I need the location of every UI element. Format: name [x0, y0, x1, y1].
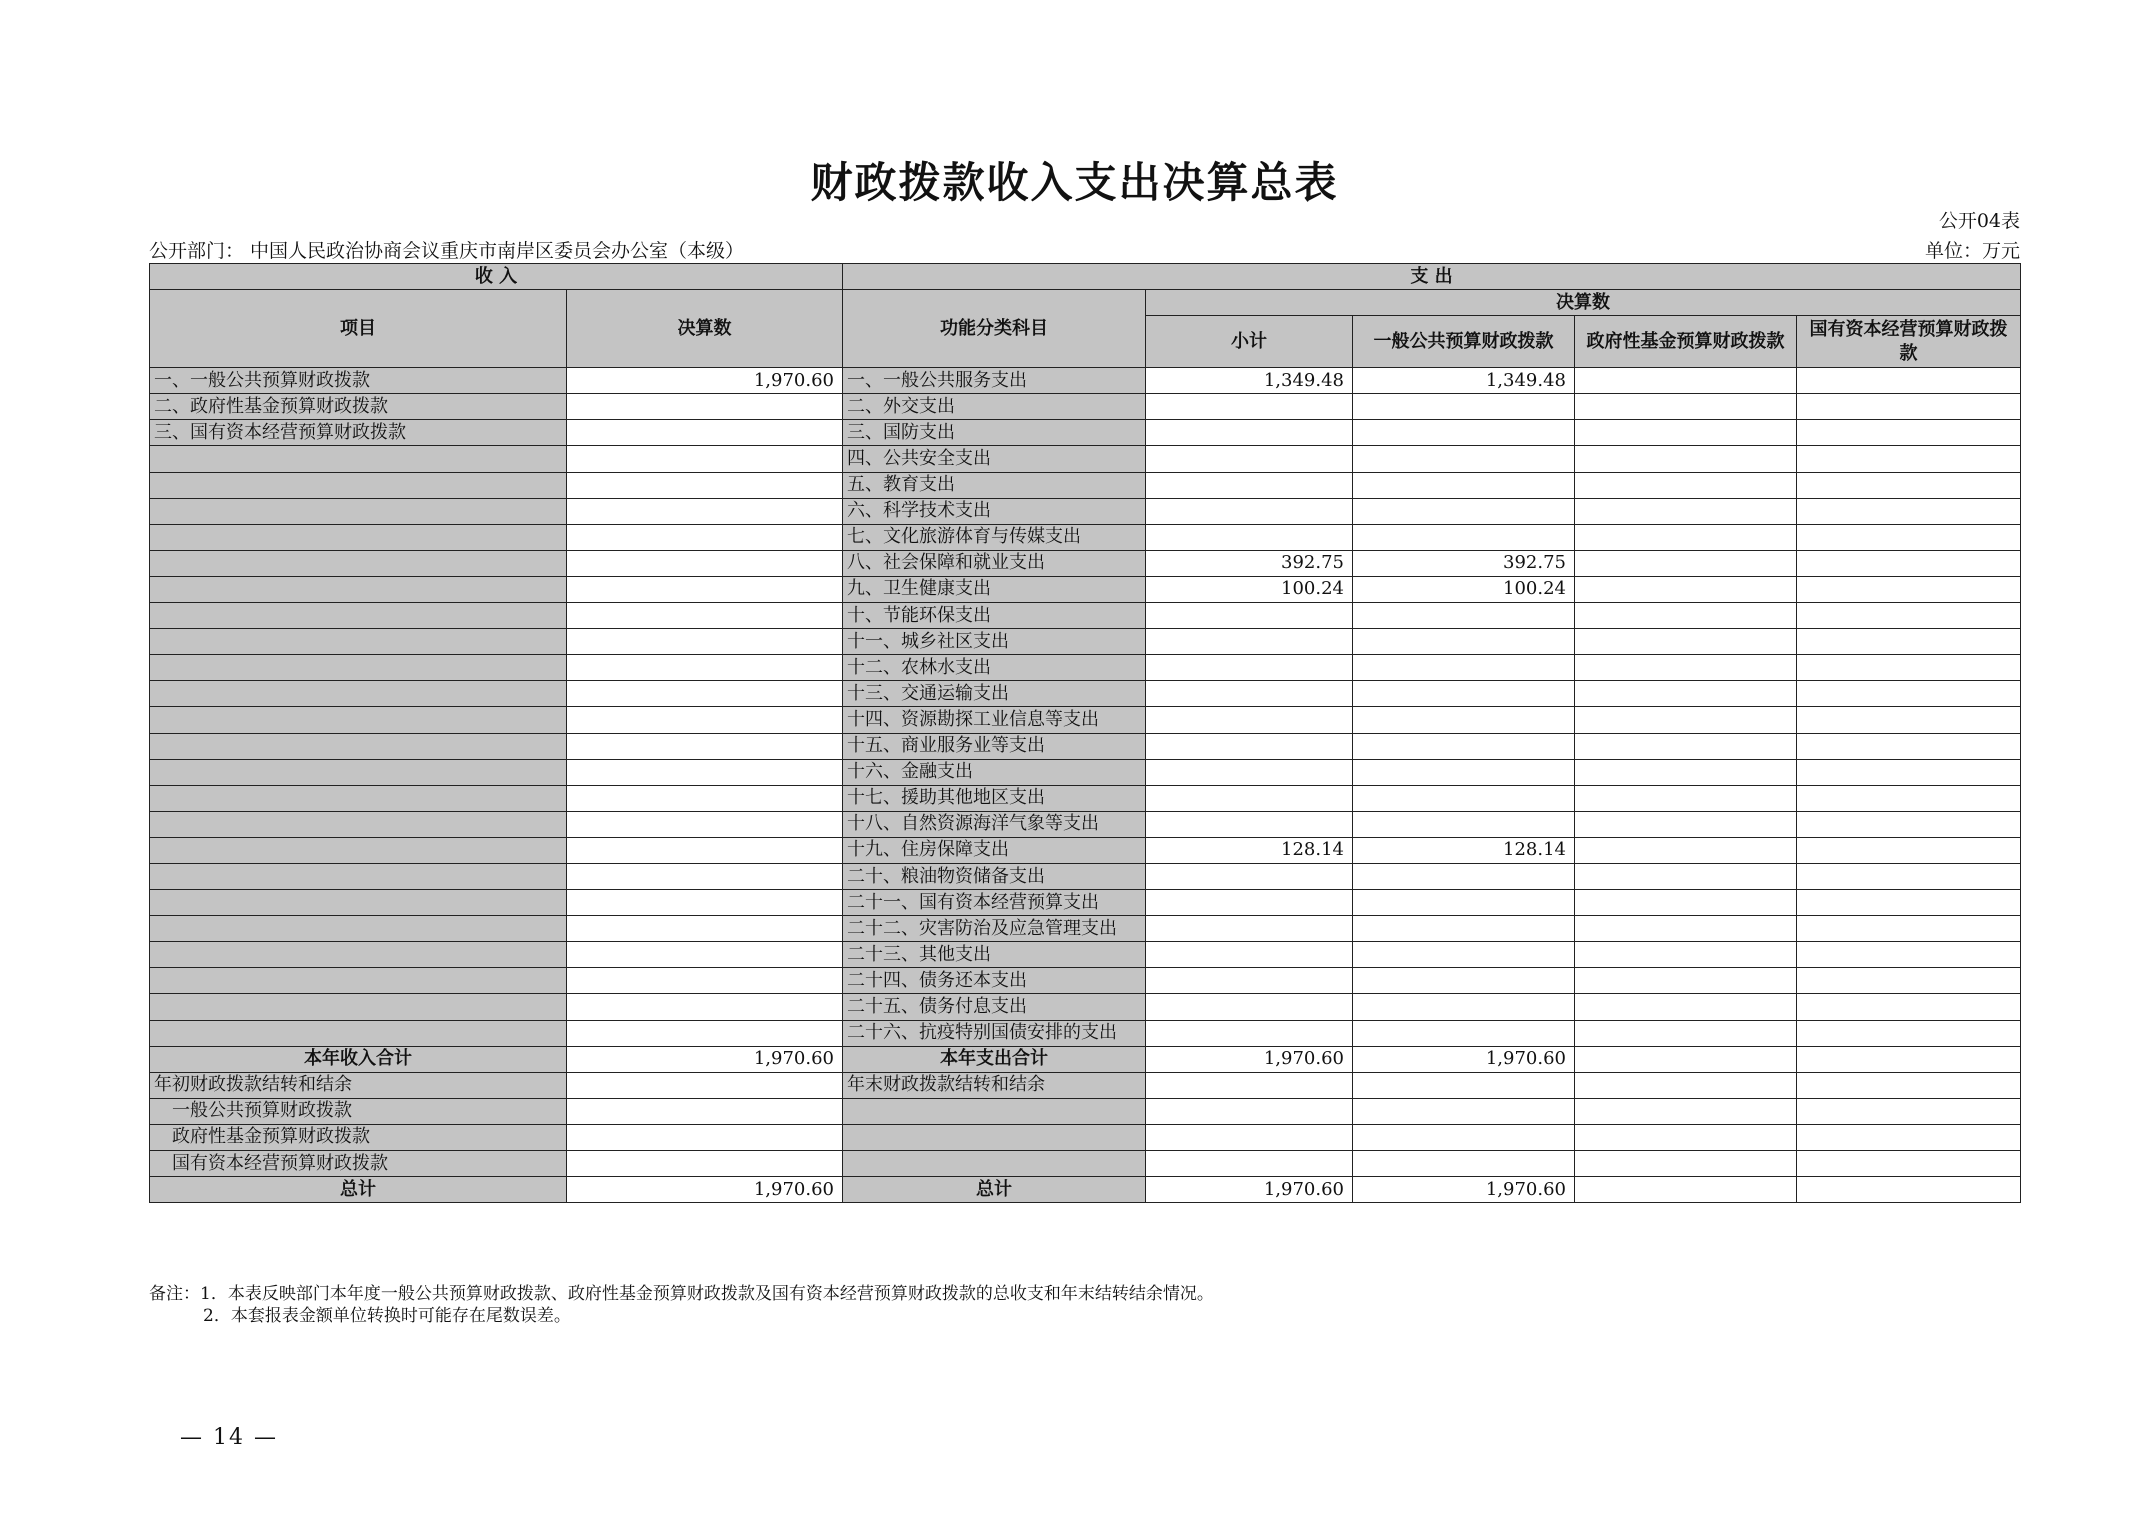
state-capital-cell — [1797, 420, 2021, 446]
general-budget-cell — [1353, 603, 1575, 629]
expense-item-cell: 十八、自然资源海洋气象等支出 — [843, 811, 1146, 837]
state-capital-cell — [1797, 446, 2021, 472]
gov-fund-cell — [1575, 942, 1797, 968]
opening-carryover-amount — [567, 1072, 843, 1098]
income-item-cell: 一、一般公共预算财政拨款 — [150, 368, 567, 394]
subtotal-cell: 128.14 — [1146, 837, 1353, 863]
expense-item-cell: 十四、资源勘探工业信息等支出 — [843, 707, 1146, 733]
opening-carryover-subamount — [567, 1098, 843, 1124]
budget-table — [149, 263, 2021, 1203]
expense-item-cell: 二十、粮油物资储备支出 — [843, 863, 1146, 889]
table-row — [150, 1020, 2021, 1046]
state-capital-cell — [1797, 890, 2021, 916]
closing-carryover-subvalue — [1353, 1124, 1575, 1150]
state-capital-cell — [1797, 942, 2021, 968]
year-expense-total-label: 本年支出合计 — [843, 1046, 1146, 1072]
gov-fund-cell — [1575, 394, 1797, 420]
expense-item-cell: 四、公共安全支出 — [843, 446, 1146, 472]
general-budget-cell — [1353, 863, 1575, 889]
income-amount-cell — [567, 394, 843, 420]
opening-carryover-subitem: 政府性基金预算财政拨款 — [150, 1124, 567, 1150]
state-capital-cell — [1797, 681, 2021, 707]
gov-fund-cell — [1575, 420, 1797, 446]
subtotal-cell — [1146, 681, 1353, 707]
gov-fund-cell — [1575, 472, 1797, 498]
gov-fund-cell — [1575, 498, 1797, 524]
income-item-cell — [150, 576, 567, 602]
closing-carryover-label: 年末财政拨款结转和结余 — [843, 1072, 1146, 1098]
income-header: 收 入 — [150, 264, 843, 290]
general-budget-cell — [1353, 759, 1575, 785]
table-row — [150, 368, 2021, 394]
income-item-cell — [150, 733, 567, 759]
table-row — [150, 420, 2021, 446]
closing-carryover-subvalue — [1353, 1098, 1575, 1124]
expense-header: 支 出 — [843, 264, 2021, 290]
state-capital-cell — [1797, 394, 2021, 420]
general-budget-header: 一般公共预算财政拨款 — [1353, 316, 1575, 368]
expense-item-cell: 七、文化旅游体育与传媒支出 — [843, 524, 1146, 550]
subtotal-cell — [1146, 446, 1353, 472]
gov-fund-cell — [1575, 759, 1797, 785]
income-amount-cell — [567, 707, 843, 733]
table-row — [150, 603, 2021, 629]
expense-item-cell: 十二、农林水支出 — [843, 655, 1146, 681]
gov-fund-cell — [1575, 863, 1797, 889]
subtotal-cell: 100.24 — [1146, 576, 1353, 602]
closing-carryover-subitem — [843, 1098, 1146, 1124]
income-item-cell: 二、政府性基金预算财政拨款 — [150, 394, 567, 420]
subtotal-cell — [1146, 420, 1353, 446]
year-income-total-label: 本年收入合计 — [150, 1046, 567, 1072]
general-budget-cell — [1353, 394, 1575, 420]
income-amount-cell — [567, 759, 843, 785]
closing-carryover-subitem — [843, 1124, 1146, 1150]
closing-carryover-subvalue — [1575, 1098, 1797, 1124]
income-item-cell — [150, 916, 567, 942]
general-budget-cell — [1353, 472, 1575, 498]
gov-fund-cell — [1575, 368, 1797, 394]
table-row — [150, 890, 2021, 916]
table-row — [150, 1046, 2021, 1072]
income-amount-cell — [567, 968, 843, 994]
table-row — [150, 446, 2021, 472]
income-amount-cell — [567, 603, 843, 629]
gov-fund-cell — [1575, 916, 1797, 942]
table-row — [150, 550, 2021, 576]
income-item-cell — [150, 863, 567, 889]
subtotal-cell — [1146, 994, 1353, 1020]
opening-carryover-subamount — [567, 1151, 843, 1177]
income-item-cell — [150, 759, 567, 785]
gov-fund-cell — [1575, 785, 1797, 811]
subtotal-cell — [1146, 968, 1353, 994]
income-item-cell — [150, 968, 567, 994]
state-capital-cell — [1797, 811, 2021, 837]
opening-carryover-subitem: 一般公共预算财政拨款 — [150, 1098, 567, 1124]
closing-carryover-subvalue — [1146, 1098, 1353, 1124]
table-row — [150, 994, 2021, 1020]
table-row — [150, 837, 2021, 863]
expense-item-cell: 三、国防支出 — [843, 420, 1146, 446]
income-amount-cell — [567, 1020, 843, 1046]
general-budget-cell — [1353, 681, 1575, 707]
closing-carryover-subvalue — [1797, 1124, 2021, 1150]
state-capital-cell — [1797, 1020, 2021, 1046]
table-row — [150, 524, 2021, 550]
general-budget-cell — [1353, 446, 1575, 472]
gov-fund-cell — [1575, 550, 1797, 576]
state-capital-cell — [1797, 837, 2021, 863]
expense-item-cell: 十六、金融支出 — [843, 759, 1146, 785]
closing-carryover-subvalue — [1797, 1098, 2021, 1124]
subtotal-cell — [1146, 707, 1353, 733]
state-capital-header: 国有资本经营预算财政拨款 — [1797, 316, 2021, 368]
expense-item-cell: 二十三、其他支出 — [843, 942, 1146, 968]
subtotal-cell — [1146, 863, 1353, 889]
income-item-cell — [150, 1020, 567, 1046]
income-amount-cell — [567, 524, 843, 550]
grand-expense-subtotal: 1,970.60 — [1146, 1177, 1353, 1203]
general-budget-cell — [1353, 420, 1575, 446]
income-amount-cell — [567, 472, 843, 498]
subtotal-cell — [1146, 629, 1353, 655]
income-item-cell — [150, 655, 567, 681]
subtotal-cell — [1146, 811, 1353, 837]
income-item-cell — [150, 785, 567, 811]
subtotal-cell: 1,349.48 — [1146, 368, 1353, 394]
closing-carryover-subvalue — [1575, 1124, 1797, 1150]
closing-carryover-subvalue — [1353, 1151, 1575, 1177]
year-expense-subtotal: 1,970.60 — [1146, 1046, 1353, 1072]
expense-item-cell: 十、节能环保支出 — [843, 603, 1146, 629]
table-row — [150, 472, 2021, 498]
income-amount-cell — [567, 655, 843, 681]
expense-item-cell: 二、外交支出 — [843, 394, 1146, 420]
gov-fund-cell — [1575, 707, 1797, 733]
closing-carryover-value — [1575, 1072, 1797, 1098]
subtotal-cell — [1146, 916, 1353, 942]
income-item-cell — [150, 446, 567, 472]
general-budget-cell: 100.24 — [1353, 576, 1575, 602]
gov-fund-header: 政府性基金预算财政拨款 — [1575, 316, 1797, 368]
general-budget-cell — [1353, 890, 1575, 916]
state-capital-cell — [1797, 759, 2021, 785]
state-capital-cell — [1797, 785, 2021, 811]
table-row — [150, 629, 2021, 655]
closing-carryover-subvalue — [1146, 1124, 1353, 1150]
income-amount-cell — [567, 916, 843, 942]
final-amount-header: 决算数 — [1146, 290, 2021, 316]
grand-income-total-label: 总计 — [150, 1177, 567, 1203]
table-row — [150, 1098, 2021, 1124]
state-capital-cell — [1797, 916, 2021, 942]
table-row — [150, 863, 2021, 889]
subtotal-cell — [1146, 733, 1353, 759]
subtotal-cell — [1146, 655, 1353, 681]
general-budget-cell: 128.14 — [1353, 837, 1575, 863]
general-budget-cell — [1353, 916, 1575, 942]
gov-fund-cell — [1575, 524, 1797, 550]
grand-income-total-amount: 1,970.60 — [567, 1177, 843, 1203]
table-row — [150, 1124, 2021, 1150]
notes — [149, 1283, 1214, 1327]
table-row — [150, 785, 2021, 811]
general-budget-cell: 1,349.48 — [1353, 368, 1575, 394]
income-amount-cell — [567, 681, 843, 707]
closing-carryover-subvalue — [1797, 1151, 2021, 1177]
general-budget-cell — [1353, 942, 1575, 968]
expense-item-cell: 十七、援助其他地区支出 — [843, 785, 1146, 811]
expense-item-cell: 五、教育支出 — [843, 472, 1146, 498]
subtotal-cell — [1146, 942, 1353, 968]
closing-carryover-subvalue — [1575, 1151, 1797, 1177]
table-row — [150, 942, 2021, 968]
table-row — [150, 733, 2021, 759]
expense-item-cell: 二十四、债务还本支出 — [843, 968, 1146, 994]
state-capital-cell — [1797, 707, 2021, 733]
gov-fund-cell — [1575, 629, 1797, 655]
general-budget-cell — [1353, 655, 1575, 681]
income-item-cell — [150, 472, 567, 498]
gov-fund-cell — [1575, 994, 1797, 1020]
income-amount-cell — [567, 733, 843, 759]
gov-fund-cell — [1575, 733, 1797, 759]
subtotal-cell — [1146, 394, 1353, 420]
expense-item-cell: 十三、交通运输支出 — [843, 681, 1146, 707]
note-2: 2．本套报表金额单位转换时可能存在尾数误差。 — [203, 1306, 571, 1326]
state-capital-cell — [1797, 524, 2021, 550]
expense-item-cell: 二十六、抗疫特别国债安排的支出 — [843, 1020, 1146, 1046]
subtotal-cell — [1146, 890, 1353, 916]
income-item-cell — [150, 603, 567, 629]
year-expense-capital — [1797, 1046, 2021, 1072]
expense-item-cell: 二十五、债务付息支出 — [843, 994, 1146, 1020]
subtotal-cell — [1146, 524, 1353, 550]
table-row — [150, 394, 2021, 420]
income-item-cell: 三、国有资本经营预算财政拨款 — [150, 420, 567, 446]
general-budget-cell — [1353, 785, 1575, 811]
general-budget-cell: 392.75 — [1353, 550, 1575, 576]
closing-carryover-value — [1353, 1072, 1575, 1098]
subtotal-cell — [1146, 603, 1353, 629]
income-item-cell — [150, 681, 567, 707]
income-amount-cell — [567, 498, 843, 524]
expense-item-cell: 十一、城乡社区支出 — [843, 629, 1146, 655]
income-amount-cell — [567, 576, 843, 602]
income-amount-cell — [567, 550, 843, 576]
gov-fund-cell — [1575, 655, 1797, 681]
table-code: 公开04表 — [1938, 210, 2020, 232]
table-row — [150, 1072, 2021, 1098]
income-item-cell — [150, 994, 567, 1020]
expense-item-cell: 十五、商业服务业等支出 — [843, 733, 1146, 759]
page-number: — 14 — — [180, 1425, 278, 1450]
table-row — [150, 759, 2021, 785]
year-income-total-amount: 1,970.60 — [567, 1046, 843, 1072]
state-capital-cell — [1797, 603, 2021, 629]
subtotal-cell — [1146, 498, 1353, 524]
closing-carryover-subitem — [843, 1151, 1146, 1177]
income-item-cell — [150, 837, 567, 863]
income-amount-cell — [567, 629, 843, 655]
general-budget-cell — [1353, 629, 1575, 655]
state-capital-cell — [1797, 368, 2021, 394]
expense-item-cell: 八、社会保障和就业支出 — [843, 550, 1146, 576]
opening-carryover-label: 年初财政拨款结转和结余 — [150, 1072, 567, 1098]
closing-carryover-value — [1146, 1072, 1353, 1098]
table-row — [150, 1151, 2021, 1177]
expense-item-cell: 十九、住房保障支出 — [843, 837, 1146, 863]
state-capital-cell — [1797, 498, 2021, 524]
state-capital-cell — [1797, 576, 2021, 602]
expense-item-cell: 二十二、灾害防治及应急管理支出 — [843, 916, 1146, 942]
income-amount-cell — [567, 942, 843, 968]
table-row — [150, 707, 2021, 733]
grand-expense-general: 1,970.60 — [1353, 1177, 1575, 1203]
general-budget-cell — [1353, 994, 1575, 1020]
state-capital-cell — [1797, 733, 2021, 759]
income-amount-cell — [567, 994, 843, 1020]
closing-carryover-value — [1797, 1072, 2021, 1098]
table-row — [150, 916, 2021, 942]
grand-expense-total-label: 总计 — [843, 1177, 1146, 1203]
income-item-cell — [150, 811, 567, 837]
expense-item-cell: 九、卫生健康支出 — [843, 576, 1146, 602]
income-item-cell — [150, 629, 567, 655]
table-row — [150, 968, 2021, 994]
table-row — [150, 681, 2021, 707]
unit-label: 单位：万元 — [1924, 240, 2020, 262]
opening-carryover-subitem: 国有资本经营预算财政拨款 — [150, 1151, 567, 1177]
income-amount-cell — [567, 446, 843, 472]
income-item-cell — [150, 942, 567, 968]
table-row — [150, 498, 2021, 524]
gov-fund-cell — [1575, 837, 1797, 863]
subtotal-cell — [1146, 759, 1353, 785]
general-budget-cell — [1353, 524, 1575, 550]
amount-header: 决算数 — [567, 290, 843, 368]
general-budget-cell — [1353, 1020, 1575, 1046]
note-1: 备注：1．本表反映部门本年度一般公共预算财政拨款、政府性基金预算财政拨款及国有资本经营预算财政拨款的总收支和年末结转结余情况。 — [149, 1284, 1214, 1304]
income-amount-cell — [567, 890, 843, 916]
year-expense-general: 1,970.60 — [1353, 1046, 1575, 1072]
subtotal-cell: 392.75 — [1146, 550, 1353, 576]
income-amount-cell — [567, 811, 843, 837]
income-amount-cell: 1,970.60 — [567, 368, 843, 394]
gov-fund-cell — [1575, 576, 1797, 602]
state-capital-cell — [1797, 655, 2021, 681]
gov-fund-cell — [1575, 603, 1797, 629]
income-item-cell — [150, 498, 567, 524]
expense-item-cell: 二十一、国有资本经营预算支出 — [843, 890, 1146, 916]
income-item-cell — [150, 707, 567, 733]
gov-fund-cell — [1575, 890, 1797, 916]
table-row — [150, 655, 2021, 681]
closing-carryover-subvalue — [1146, 1151, 1353, 1177]
gov-fund-cell — [1575, 811, 1797, 837]
department-label: 公开部门： 中国人民政治协商会议重庆市南岸区委员会办公室（本级） — [149, 240, 745, 262]
income-amount-cell — [567, 837, 843, 863]
gov-fund-cell — [1575, 681, 1797, 707]
income-item-cell — [150, 890, 567, 916]
expense-item-cell: 六、科学技术支出 — [843, 498, 1146, 524]
state-capital-cell — [1797, 968, 2021, 994]
table-row — [150, 576, 2021, 602]
state-capital-cell — [1797, 629, 2021, 655]
subtotal-header: 小计 — [1146, 316, 1353, 368]
income-amount-cell — [567, 420, 843, 446]
year-expense-fund — [1575, 1046, 1797, 1072]
general-budget-cell — [1353, 968, 1575, 994]
subtotal-cell — [1146, 1020, 1353, 1046]
opening-carryover-subamount — [567, 1124, 843, 1150]
expense-item-cell: 一、一般公共服务支出 — [843, 368, 1146, 394]
state-capital-cell — [1797, 994, 2021, 1020]
income-amount-cell — [567, 863, 843, 889]
state-capital-cell — [1797, 472, 2021, 498]
grand-expense-fund — [1575, 1177, 1797, 1203]
table-row — [150, 811, 2021, 837]
subtotal-cell — [1146, 472, 1353, 498]
state-capital-cell — [1797, 550, 2021, 576]
item-header: 项目 — [150, 290, 567, 368]
grand-expense-capital — [1797, 1177, 2021, 1203]
subtotal-cell — [1146, 785, 1353, 811]
general-budget-cell — [1353, 707, 1575, 733]
table-row — [150, 1177, 2021, 1203]
gov-fund-cell — [1575, 446, 1797, 472]
gov-fund-cell — [1575, 968, 1797, 994]
income-amount-cell — [567, 785, 843, 811]
general-budget-cell — [1353, 733, 1575, 759]
income-item-cell — [150, 550, 567, 576]
income-item-cell — [150, 524, 567, 550]
state-capital-cell — [1797, 863, 2021, 889]
gov-fund-cell — [1575, 1020, 1797, 1046]
function-class-header: 功能分类科目 — [843, 290, 1146, 368]
general-budget-cell — [1353, 811, 1575, 837]
page-title: 财政拨款收入支出决算总表 — [810, 158, 1339, 207]
general-budget-cell — [1353, 498, 1575, 524]
